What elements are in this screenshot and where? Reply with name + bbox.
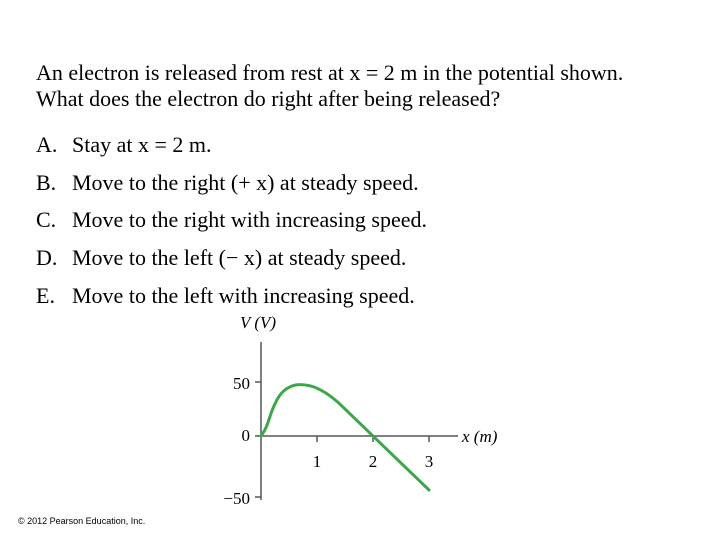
- x-axis-label: x (m): [462, 427, 498, 446]
- y-tick-label-neg50: −50: [223, 489, 250, 508]
- question-line-1: An electron is released from rest at x = 2 m in the potential shown.: [36, 60, 624, 85]
- option-letter: E.: [36, 283, 55, 308]
- copyright-text: © 2012 Pearson Education, Inc.: [18, 516, 146, 526]
- option-letter: B.: [36, 170, 57, 195]
- y-axis-label: V (V): [240, 313, 277, 332]
- option-text: Move to the right (+ x) at steady speed.: [72, 170, 419, 195]
- question-line-2: What does the electron do right after being released?: [36, 86, 501, 111]
- option-b[interactable]: [36, 170, 419, 196]
- option-text: Stay at x = 2 m.: [72, 132, 212, 157]
- option-c[interactable]: [36, 207, 427, 233]
- y-tick-label-0: 0: [241, 426, 250, 445]
- option-e[interactable]: [36, 283, 415, 309]
- option-a[interactable]: [36, 132, 212, 158]
- y-tick-label-50: 50: [233, 374, 250, 393]
- question-text: [36, 60, 706, 112]
- option-letter: A.: [36, 132, 58, 157]
- option-text: Move to the left (− x) at steady speed.: [72, 245, 407, 270]
- potential-curve: [261, 385, 429, 490]
- option-d[interactable]: [36, 245, 406, 271]
- option-letter: C.: [36, 207, 57, 232]
- x-tick-label-1: 1: [312, 452, 322, 471]
- potential-graph: [200, 310, 520, 520]
- x-tick-label-3: 3: [424, 452, 434, 471]
- option-text: Move to the left with increasing speed.: [72, 283, 415, 308]
- x-tick-label-2: 2: [368, 452, 378, 471]
- option-letter: D.: [36, 245, 58, 270]
- option-text: Move to the right with increasing speed.: [72, 207, 427, 232]
